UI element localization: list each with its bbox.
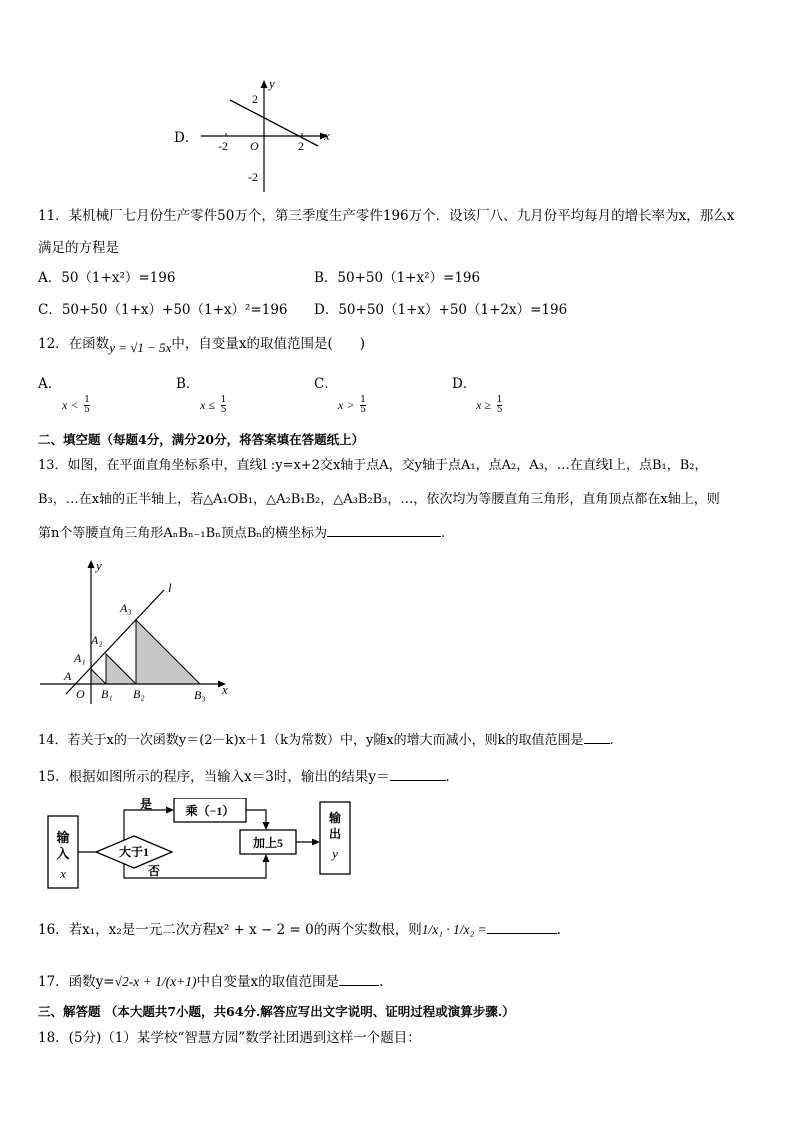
q15	[38, 767, 459, 787]
y-axis-label: y	[269, 76, 275, 91]
q11-stem-line2: 满足的方程是	[38, 240, 119, 256]
q12-option-b-den: 5	[220, 405, 227, 415]
tick-y-neg: -2	[248, 170, 258, 184]
q17-prefix: 17．函数y=	[38, 974, 115, 990]
l-label: l	[168, 580, 172, 595]
svg-text:出: 出	[328, 827, 342, 841]
q12-option-d-rel: x ≥	[476, 398, 491, 412]
q12-stem-suffix: 中，自变量x的取值范围是( )	[171, 336, 366, 352]
q12-option-d	[452, 372, 582, 415]
b2-label: B₂	[133, 687, 145, 701]
q12-option-a-num: 1	[84, 395, 90, 405]
q12-option-c-rel: x >	[338, 398, 355, 412]
q14-end: .	[609, 733, 614, 748]
a3-label: A₃	[120, 601, 132, 615]
q16-formula: 1/x₁ · 1/x₂ =	[421, 922, 487, 937]
q13-line3-text: 第n个等腰直角三角形AₙBₙ₋₁Bₙ顶点Bₙ的横坐标为	[38, 526, 327, 541]
q17-end: .	[379, 974, 384, 990]
q12-formula: y = √1 − 5x	[109, 340, 172, 355]
section2-title: 二、填空题（每题4分，满分20分，将答案填在答题纸上）	[38, 432, 365, 447]
q15-flowchart	[44, 798, 384, 894]
q12-option-d-den: 5	[496, 405, 503, 415]
o-label: O	[76, 687, 85, 701]
q12-option-b-rel: x ≤	[200, 398, 215, 412]
origin-label: O	[250, 139, 259, 153]
q14-answer-blank	[584, 743, 610, 744]
q12-option-c	[314, 372, 444, 415]
q12-option-b-num: 1	[220, 395, 227, 405]
q16	[38, 920, 570, 940]
q14	[38, 731, 614, 751]
flow-no-label: 否	[148, 864, 161, 878]
a2-label: A₂	[91, 633, 103, 647]
q13-line3	[38, 524, 445, 544]
q13-line1: 13．如图，在平面直角坐标系中，直线l :y=x+2交x轴于点A，交y轴于点A₁，点A₂，A₃，…在直线l上，点B₁，B₂，	[38, 458, 708, 473]
a-label: A	[64, 669, 72, 683]
b1-label: B₁	[101, 687, 113, 701]
q18-text: 18．(5分)（1）某学校“智慧方园”数学社团遇到这样一个题目：	[38, 1030, 421, 1046]
svg-text:入: 入	[56, 846, 70, 861]
q14-text: 14．若关于x的一次函数y＝(2－k)x＋1（k为常数）中，y随x的增大而减小，则k的取值范围是	[38, 733, 584, 748]
svg-text:输: 输	[328, 811, 342, 825]
a1-label: A₁	[74, 651, 86, 665]
q17-formula: √2-x + 1/(x+1)	[114, 974, 197, 989]
b3-label: B₃	[194, 688, 206, 702]
q12-stem	[38, 334, 365, 354]
svg-text:y: y	[332, 846, 338, 861]
q17-answer-blank	[339, 985, 379, 986]
q11-stem-line1: 11．某机械厂七月份生产零件50万个，第三季度生产零件196万个．设该厂八、九月份平均每月的增长率为x，那么x	[38, 208, 735, 224]
svg-text:x: x	[60, 866, 66, 881]
triangle-a2-b1-b2	[106, 654, 136, 684]
tick-x-pos: 2	[298, 139, 304, 153]
q12-option-b-label: B．	[176, 376, 200, 392]
tick-y-pos: 2	[252, 92, 258, 106]
flow-yes-label: 是	[140, 798, 153, 811]
y-label: y	[96, 558, 102, 573]
q17-suffix: 中自变量x的取值范围是	[196, 974, 340, 990]
q12-option-a-den: 5	[84, 405, 90, 415]
q10-option-d-label: D．	[174, 130, 199, 146]
q17	[38, 972, 383, 992]
tick-x-neg: -2	[218, 139, 228, 153]
q11-option-b: B．50+50（1+x²）=196	[314, 270, 481, 286]
q12-option-a	[38, 372, 168, 415]
q12-option-c-den: 5	[360, 405, 366, 415]
q13-line2: B₃，…在x轴的正半轴上，若△A₁OB₁，△A₂B₁B₂，△A₃B₂B₃，…，依次均为等腰直角三角形，直角顶点都在x轴上，则	[38, 492, 720, 507]
q15-text: 15．根据如图所示的程序，当输入x＝3时，输出的结果y＝	[38, 769, 390, 785]
q16-answer-blank	[487, 933, 557, 934]
q12-option-c-label: C．	[314, 376, 338, 392]
x-axis-label: x	[324, 128, 330, 143]
q10-line-graph	[196, 74, 336, 196]
y-axis-arrow	[261, 80, 268, 88]
section3-title: 三、解答题 （本大题共7小题，共64分.解答应写出文字说明、证明过程或演算步骤.）	[38, 1004, 515, 1019]
q11-option-a: A．50（1+x²）=196	[38, 270, 176, 286]
q12-option-a-label: A．	[38, 376, 62, 392]
flow-add-label: 加上5	[252, 836, 284, 850]
flow-multiply-label: 乘（−1）	[185, 804, 235, 818]
q12-option-d-label: D．	[452, 376, 477, 392]
x-label: x	[222, 682, 228, 697]
q11-option-d: D．50+50（1+x）+50（1+2x）=196	[314, 302, 568, 318]
flow-decision-label: 大于1	[118, 845, 150, 859]
q12-stem-prefix: 12．在函数	[38, 336, 110, 352]
q15-end: ．	[445, 769, 460, 785]
q11-option-c: C．50+50（1+x）+50（1+x）²=196	[38, 302, 288, 318]
q12-option-b	[176, 372, 306, 415]
q16-end: ．	[556, 922, 571, 938]
q12-option-c-num: 1	[360, 395, 366, 405]
q12-option-a-rel: x <	[62, 398, 79, 412]
q12-option-d-num: 1	[496, 395, 503, 405]
q13-answer-blank	[327, 536, 441, 537]
y-axis-arrow	[88, 560, 95, 568]
q15-answer-blank	[390, 780, 446, 781]
svg-text:输: 输	[56, 830, 70, 845]
triangle-a3-b2-b3	[136, 620, 200, 684]
q13-figure	[36, 556, 236, 706]
triangle-a1-o-b1	[91, 669, 106, 684]
q16-prefix: 16．若x₁，x₂是一元二次方程x² + x − 2 = 0的两个实数根，则	[38, 922, 422, 938]
graph-line	[230, 100, 318, 146]
q13-line3-end: .	[441, 526, 446, 541]
